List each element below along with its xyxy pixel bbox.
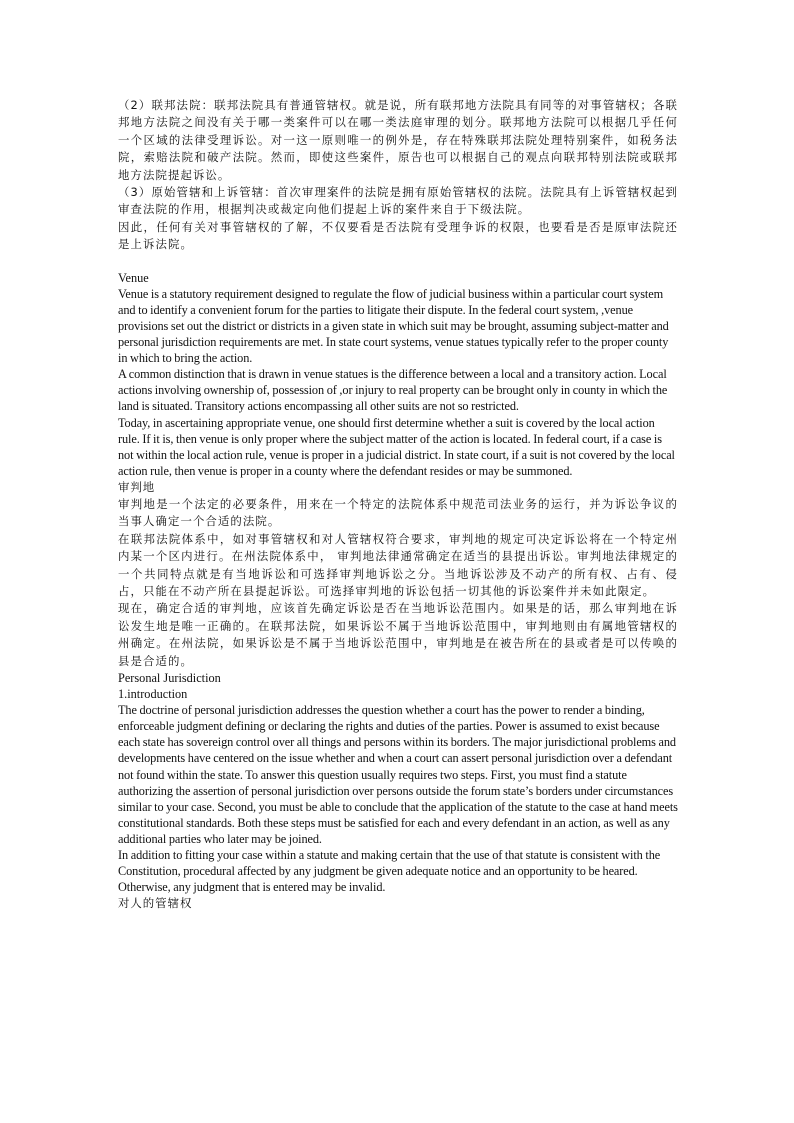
venue-paragraph-1: Venue is a statutory requirement designed to regulate the flow of judicial business within a particular court system and to identify a convenient forum for the parties to litigate their dispute. In the federal court system, ,venue provisions set out the district or districts in a given state in which suit may be brought, assuming subject-matter and personal jurisdiction requirements are met. In state court systems, venue statues typically refer to the proper county in which to bring the action. — [118, 286, 669, 366]
venue-paragraph-1-zh: 审判地是一个法定的必要条件，用来在一个特定的法院体系中规范司法业务的运行，并为诉讼争议的当事人确定一个合适的法院。 — [118, 496, 678, 529]
document-body — [118, 97, 678, 912]
personal-jurisdiction-heading: Personal Jurisdiction — [118, 670, 221, 685]
personal-jurisdiction-paragraph-2: In addition to fitting your case within a statute and making certain that the use of that statute is consistent with the Constitution, procedural affected by any judgment be given adequate notice and an opportunity to be heared. Otherwise, any judgment that is entered may be invalid. — [118, 847, 661, 895]
venue-paragraph-2: A common distinction that is drawn in venue statues is the difference between a local and a transitory action. Local actions involving ownership of, possession of ,or injury to real property can be brought only in county in which the land is situated. Transitory actions encompassing all other suits are not so restricted. — [118, 367, 668, 414]
personal-jurisdiction-paragraph-1: The doctrine of personal jurisdiction addresses the question whether a court has the power to render a binding, enforceable judgment defining or declaring the rights and duties of the parties. Power is assumed to exist because each state has sovereign control over all things and persons within its borders. The major jurisdictional problems and developments have centered on the issue whether and when a court can assert personal jurisdiction over a defendant not found within the state. To answer this question usually requires two steps. First, you must find a statute authorizing the assertion of personal jurisdiction over persons outside the forum state’s borders under circumstances similar to your case. Second, you must be able to conclude that the application of the statute to the case at hand meets constitutional standards. Both these steps must be satisfied for each and every defendant in an action, as well as any additional parties who later may be joined. — [118, 703, 678, 846]
spacer — [118, 254, 678, 270]
federal-courts-paragraph-zh: （2）联邦法院：联邦法院具有普通管辖权。就是说，所有联邦地方法院具有同等的对事管辖权；各联邦地方法院之间没有关于哪一类案件可以在哪一类法庭审理的划分。联邦地方法院可以根据几乎任何一个区域的法律受理诉讼。对一这一原则唯一的例外是，存在特殊联邦法院处理特别案件，如税务法院，索赔法院和破产法院。然而，即使这些案件，原告也可以根据自己的观点向联邦特别法院或联邦地方法院提起诉讼。 — [118, 98, 678, 182]
introduction-subheading: 1.introduction — [118, 687, 188, 702]
venue-paragraph-2-zh: 在联邦法院体系中，如对事管辖权和对人管辖权符合要求，审判地的规定可决定诉讼将在一个特定州内某一个区内进行。在州法院体系中， 审判地法律通常确定在适当的县提出诉讼。审判地法律规定的一个共同特点就是有当地诉讼和可选择审判地诉讼之分。当地诉讼涉及不动产的所有权、占有、侵占，只能在不动产所在县提起诉讼。可选择审判地的诉讼包括一切其他的诉讼案件并未如此限定。 — [118, 531, 678, 598]
venue-heading-zh: 审判地 — [118, 479, 156, 494]
personal-jurisdiction-heading-zh: 对人的管辖权 — [118, 896, 193, 911]
venue-paragraph-3-zh: 现在，确定合适的审判地，应该首先确定诉讼是否在当地诉讼范围内。如果是的话，那么审判地在诉讼发生地是唯一正确的。在联邦法院，如果诉讼不属于当地诉讼范围中，审判地则由有属地管辖权的州确定。在州法院，如果诉讼是不属于当地诉讼范围中，审判地是在被告所在的县或者是可以传唤的县是合适的。 — [118, 601, 678, 668]
original-appellate-paragraph-zh: （3）原始管辖和上诉管辖：首次审理案件的法院是拥有原始管辖权的法院。法院具有上诉管辖权起到审查法院的作用，根据判决或裁定向他们提起上诉的案件来自于下级法院。 — [118, 185, 678, 217]
conclusion-paragraph-zh: 因此，任何有关对事管辖权的了解，不仅要看是否法院有受理争诉的权限，也要看是否是原审法院还是上诉法院。 — [118, 219, 678, 252]
venue-heading: Venue — [118, 270, 149, 285]
venue-paragraph-3: Today, in ascertaining appropriate venue, one should first determine whether a suit is covered by the local action rule. If it is, then venue is only proper where the subject matter of the action is located. In federal court, if a case is not within the local action rule, venue is proper in a judicial district. In state court, if a suit is not covered by the local action rule, then venue is proper in a county where the defendant resides or may be summoned. — [118, 415, 675, 478]
